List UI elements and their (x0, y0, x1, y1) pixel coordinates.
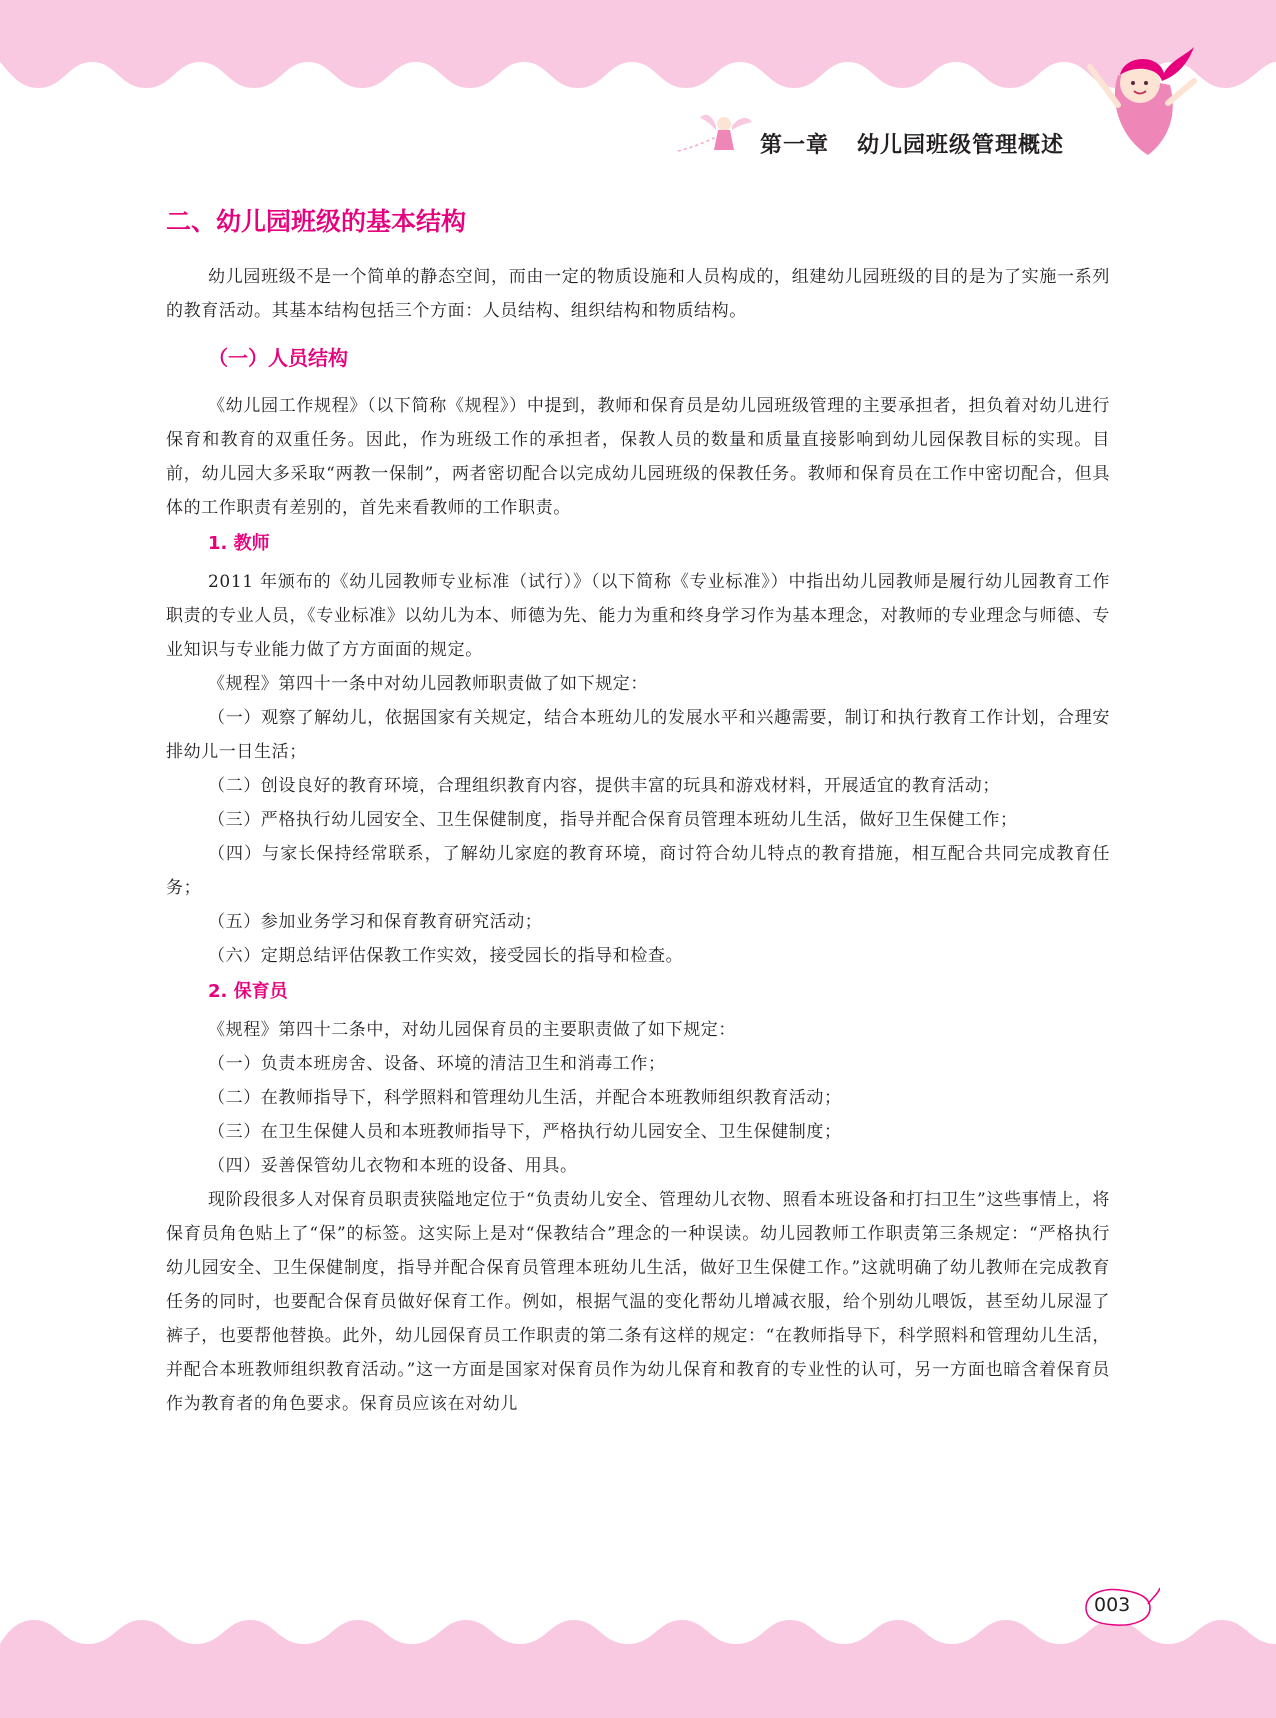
caregiver-paragraph: 《规程》第四十二条中，对幼儿园保育员的主要职责做了如下规定： (208, 1020, 736, 1040)
chapter-label: 第一章 (760, 133, 830, 158)
teacher-duty-item: （一）观察了解幼儿，依据国家有关规定，结合本班幼儿的发展水平和兴趣需要，制订和执行教育工作计划，合理安排幼儿一日生活； (166, 708, 1110, 762)
fairy-girl-illustration (1078, 45, 1198, 160)
teacher-paragraph: 《规程》第四十一条中对幼儿园教师职责做了如下规定： (208, 674, 648, 694)
teacher-duty-item: （三）严格执行幼儿园安全、卫生保健制度，指导并配合保育员管理本班幼儿生活，做好卫生保健工作； (208, 810, 1018, 830)
section-intro-paragraph: 幼儿园班级不是一个简单的静态空间，而由一定的物质设施和人员构成的，组建幼儿园班级的目的是为了实施一系列的教育活动。其基本结构包括三个方面：人员结构、组织结构和物质结构。 (166, 267, 1110, 321)
chapter-title: 幼儿园班级管理概述 (857, 133, 1065, 158)
teacher-duty-item: （五）参加业务学习和保育教育研究活动； (208, 912, 543, 932)
section-title: 二、幼儿园班级的基本结构 (166, 207, 467, 236)
teacher-duty-item: （四）与家长保持经常联系，了解幼儿家庭的教育环境，商讨符合幼儿特点的教育措施，相互配合共同完成教育任务； (166, 844, 1110, 898)
page-number: 003 (1094, 1594, 1131, 1616)
caregiver-heading: 2. 保育员 (208, 981, 288, 1002)
page-body (166, 196, 1110, 1421)
caregiver-duty-item: （一）负责本班房舍、设备、环境的清洁卫生和消毒工作； (208, 1054, 666, 1074)
small-fairy-icon (668, 106, 758, 166)
subsection-title: （一）人员结构 (208, 346, 348, 370)
teacher-duty-item: （六）定期总结评估保教工作实效，接受园长的指导和检查。 (208, 946, 684, 966)
teacher-paragraph: 2011 年颁布的《幼儿园教师专业标准（试行）》（以下简称《专业标准》）中指出幼儿园教师是履行幼儿园教育工作职责的专业人员，《专业标准》以幼儿为本、师德为先、能力为重和终身学习作为基本理念，对教师的专业理念与师德、专业知识与专业能力做了方方面面的规定。 (166, 572, 1110, 660)
caregiver-discussion-paragraph: 现阶段很多人对保育员职责狭隘地定位于“负责幼儿安全、管理幼儿衣物、照看本班设备和打扫卫生”这些事情上，将保育员角色贴上了“保”的标签。这实际上是对“保教结合”理念的一种误读。幼儿园教师工作职责第三条规定：“严格执行幼儿园安全、卫生保健制度，指导并配合保育员管理本班幼儿生活，做好卫生保健工作。”这就明确了幼儿教师在完成教育任务的同时，也要配合保育员做好保育工作。例如，根据气温的变化帮幼儿增减衣服，给个别幼儿喂饭，甚至幼儿尿湿了裤子，也要帮他替换。此外，幼儿园保育员工作职责的第二条有这样的规定：“在教师指导下，科学照料和管理幼儿生活，并配合本班教师组织教育活动。”这一方面是国家对保育员作为幼儿保育和教育的专业性的认可，另一方面也暗含着保育员作为教育者的角色要求。保育员应该在对幼儿 (166, 1190, 1110, 1414)
teacher-heading: 1. 教师 (208, 533, 270, 554)
caregiver-duty-item: （二）在教师指导下，科学照料和管理幼儿生活，并配合本班教师组织教育活动； (208, 1088, 842, 1108)
teacher-duty-item: （二）创设良好的教育环境，合理组织教育内容，提供丰富的玩具和游戏材料，开展适宜的教育活动； (208, 776, 1000, 796)
chapter-header (760, 128, 1064, 159)
caregiver-duty-item: （四）妥善保管幼儿衣物和本班的设备、用具。 (208, 1156, 578, 1176)
caregiver-duty-item: （三）在卫生保健人员和本班教师指导下，严格执行幼儿园安全、卫生保健制度； (208, 1122, 842, 1142)
subsection-intro-paragraph: 《幼儿园工作规程》（以下简称《规程》）中提到，教师和保育员是幼儿园班级管理的主要承担者，担负着对幼儿进行保育和教育的双重任务。因此，作为班级工作的承担者，保教人员的数量和质量直接影响到幼儿园保教目标的实现。目前，幼儿园大多采取“两教一保制”，两者密切配合以完成幼儿园班级的保教任务。教师和保育员在工作中密切配合，但具体的工作职责有差别的，首先来看教师的工作职责。 (166, 396, 1110, 518)
page-number-badge (1080, 1584, 1160, 1630)
